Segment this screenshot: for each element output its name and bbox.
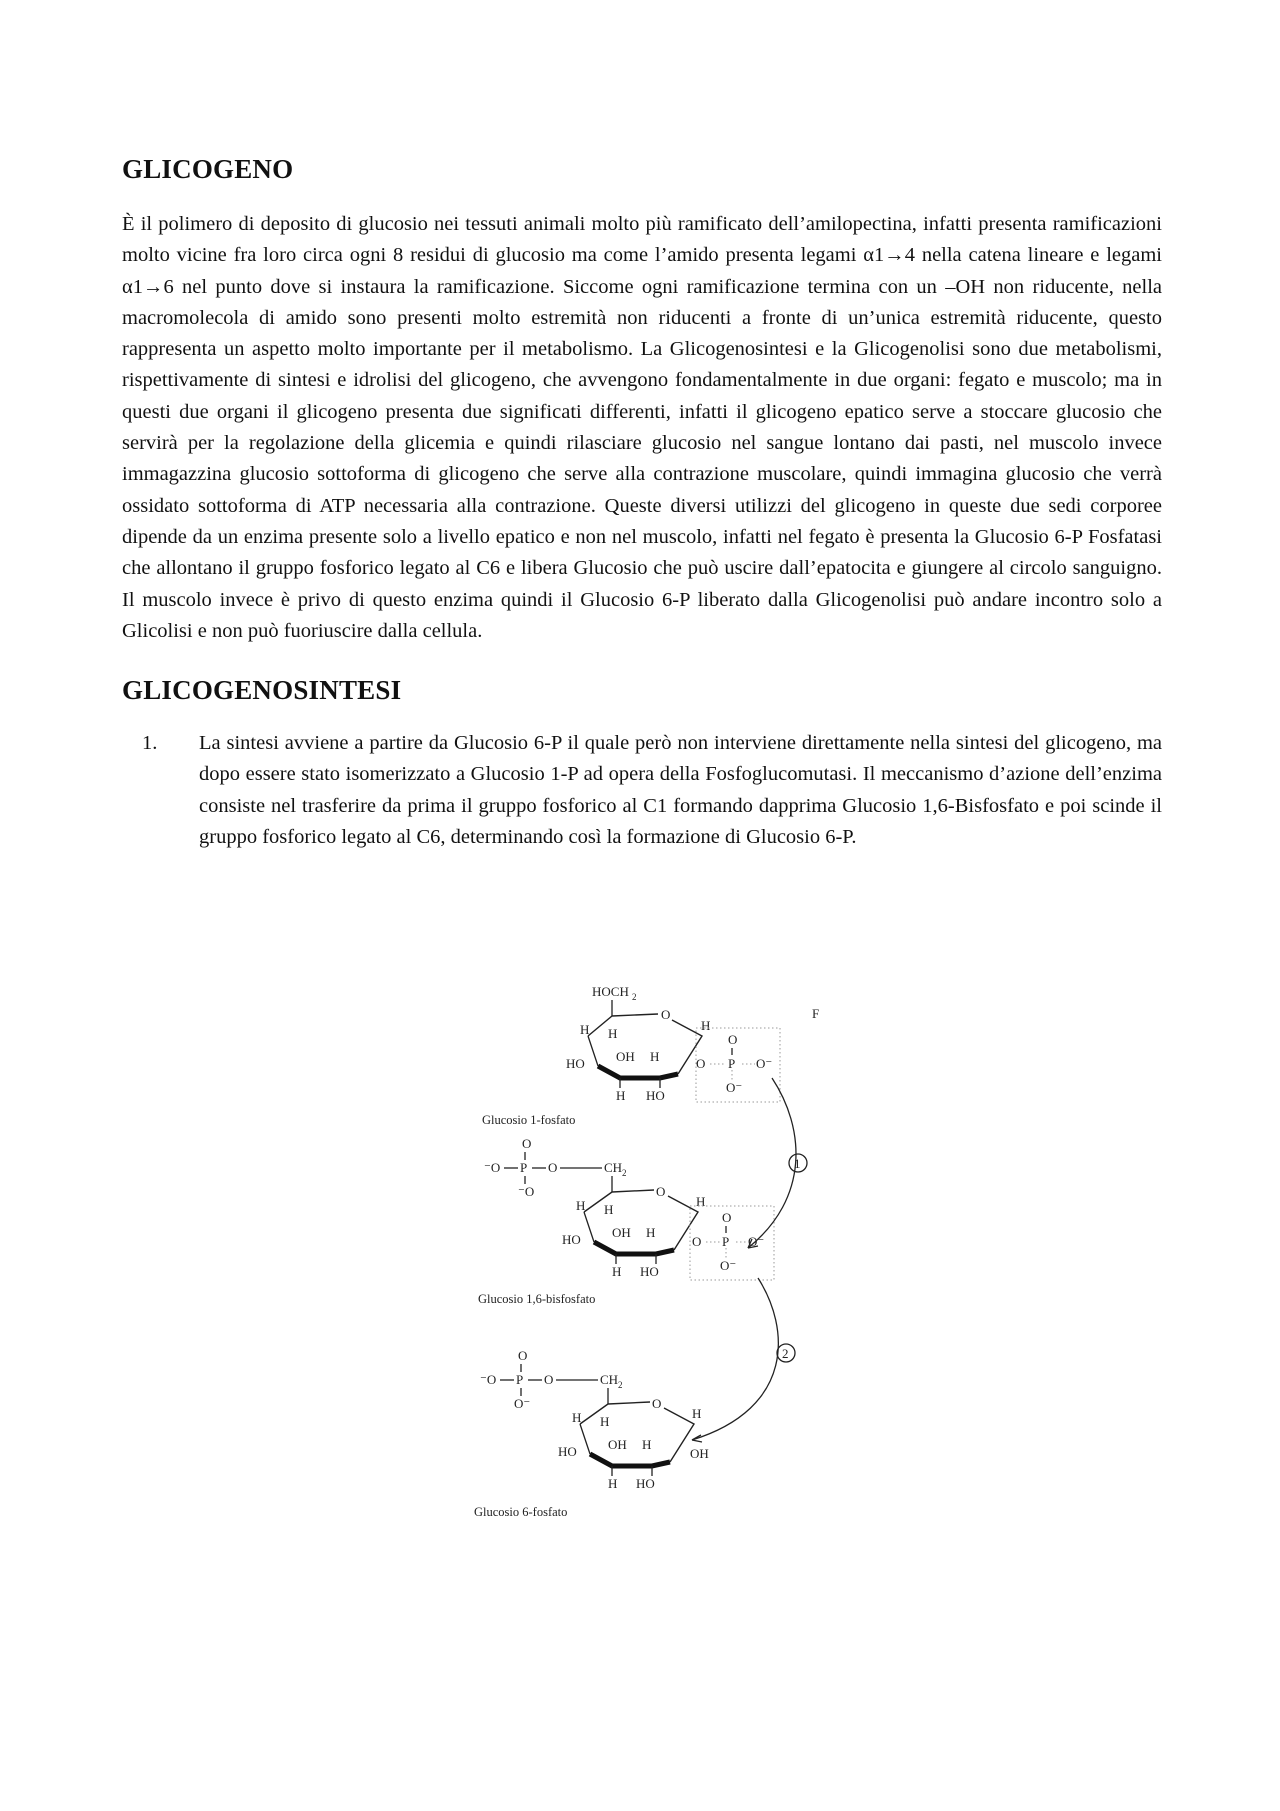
svg-text:HO: HO xyxy=(646,1088,665,1103)
svg-text:⁻O: ⁻O xyxy=(484,1160,501,1175)
svg-text:2: 2 xyxy=(618,1380,623,1390)
svg-text:O: O xyxy=(692,1234,702,1249)
molecule-glucose-1-phosphate xyxy=(482,984,780,1127)
svg-text:H: H xyxy=(692,1406,702,1421)
molecule-glucose-1-6-bisphosphate xyxy=(478,1136,774,1306)
svg-text:CH: CH xyxy=(604,1160,623,1175)
svg-text:⁻O: ⁻O xyxy=(480,1372,497,1387)
svg-text:OH: OH xyxy=(616,1049,635,1064)
svg-text:O: O xyxy=(544,1372,554,1387)
svg-text:P: P xyxy=(728,1056,736,1071)
ring-oxygen: O xyxy=(661,1007,671,1022)
arrow-step-2 xyxy=(692,1278,778,1440)
svg-text:H: H xyxy=(612,1264,622,1279)
svg-text:H: H xyxy=(600,1414,610,1429)
svg-text:CH: CH xyxy=(600,1372,619,1387)
section-title-glicogeno: GLICOGENO xyxy=(122,154,294,184)
svg-text:OH: OH xyxy=(690,1446,709,1461)
corner-letter: F xyxy=(812,1006,820,1021)
svg-text:2: 2 xyxy=(632,992,637,1002)
svg-text:H: H xyxy=(650,1049,660,1064)
svg-text:O: O xyxy=(728,1032,738,1047)
list-item-number: 1. xyxy=(142,732,158,755)
svg-text:2: 2 xyxy=(622,1168,627,1178)
svg-text:O⁻: O⁻ xyxy=(756,1056,773,1071)
svg-text:⁻O: ⁻O xyxy=(518,1184,535,1199)
svg-text:HO: HO xyxy=(562,1232,581,1247)
steps-list xyxy=(122,728,1162,853)
molecule-glucose-6-phosphate xyxy=(474,1348,709,1519)
svg-text:O: O xyxy=(696,1056,706,1071)
svg-text:O⁻: O⁻ xyxy=(720,1258,737,1273)
svg-text:H: H xyxy=(608,1026,618,1041)
caption-glucose-6-phosphate: Glucosio 6-fosfato xyxy=(474,1505,568,1519)
svg-text:H: H xyxy=(616,1088,626,1103)
caption-glucose-1-6-bisphosphate: Glucosio 1,6-bisfosfato xyxy=(478,1292,596,1306)
document-page xyxy=(122,140,1162,853)
svg-text:H: H xyxy=(696,1194,706,1209)
svg-text:H: H xyxy=(701,1018,711,1033)
phosphoglucomutase-figure xyxy=(470,978,840,1578)
svg-text:HO: HO xyxy=(566,1056,585,1071)
svg-text:HO: HO xyxy=(558,1444,577,1459)
section-title-glicogenosintesi: GLICOGENOSINTESI xyxy=(122,675,402,706)
list-item-text: La sintesi avviene a partire da Glucosio 6-P il quale però non interviene direttamente nella sintesi del glicogeno, ma dopo essere stato isomerizzato a Glucosio 1-P ad opera della Fosfoglucomutasi. Il meccanismo d’azione dell’enzima consiste nel trasferire da prima il gruppo fosforico al C1 formando dapprima Glucosio 1,6-Bisfosfato e poi scinde il gruppo fosforico legato al C6, determinando così la formazione di Glucosio 6-P. xyxy=(199,732,1162,849)
svg-text:H: H xyxy=(646,1225,656,1240)
svg-text:P: P xyxy=(722,1234,730,1249)
reaction-diagram xyxy=(470,978,840,1578)
svg-text:O⁻: O⁻ xyxy=(726,1080,743,1095)
paragraph-glicogeno: È il polimero di deposito di glucosio nei tessuti animali molto più ramificato dell’amilopectina, infatti presenta ramificazioni molto vicine fra loro circa ogni 8 residui di glucosio ma come l’amido presenta legami α1→4 nella catena lineare e legami α1→6 nel punto dove si instaura la ramificazione. Siccome ogni ramificazione termina con un –OH non riducente, nella macromolecola di amido sono presenti molto estremità non riducenti a fronte di un’unica estremità riducente, questo rappresenta un aspetto molto importante per il metabolismo. La Glicogenosintesi e la Glicogenolisi sono due metabolismi, rispettivamente di sintesi e idrolisi del glicogeno, che avvengono fondamentalmente in due organi: fegato e muscolo; ma in questi due organi il glicogeno presenta due significati differenti, infatti il glicogeno epatico serve a stoccare glucosio che servirà per la regolazione della glicemia e quindi rilasciare glucosio nel sangue lontano dai pasti, nel muscolo invece immagazzina glucosio sottoforma di glicogeno che serve alla contrazione muscolare, quindi immagina glucosio che verrà ossidato sottoforma di ATP necessaria alla contrazione. Queste diversi utilizzi del glicogeno in queste due sedi corporee dipende da un enzima presente solo a livello epatico e non nel muscolo, infatti nel fegato è presenta la Glucosio 6-P Fosfatasi che allontano il gruppo fosforico legato al C6 e libera Glucosio che può uscire dall’epatocita e giungere al circolo sanguigno. Il muscolo invece è privo di questo enzima quindi il Glucosio 6-P liberato dalla Glicogenolisi può andare incontro solo a Glicolisi e non può fuoriuscire dalla cellula. xyxy=(122,213,1162,642)
svg-text:P: P xyxy=(520,1160,528,1175)
svg-text:H: H xyxy=(572,1410,582,1425)
svg-text:O: O xyxy=(722,1210,732,1225)
svg-text:O⁻: O⁻ xyxy=(514,1396,531,1411)
svg-text:O: O xyxy=(652,1396,662,1411)
svg-text:1: 1 xyxy=(794,1156,801,1171)
svg-text:O: O xyxy=(518,1348,528,1363)
svg-text:HO: HO xyxy=(640,1264,659,1279)
svg-text:2: 2 xyxy=(782,1346,789,1361)
svg-text:O: O xyxy=(522,1136,532,1151)
svg-text:O: O xyxy=(548,1160,558,1175)
svg-text:P: P xyxy=(516,1372,524,1387)
svg-text:H: H xyxy=(608,1476,618,1491)
svg-text:OH: OH xyxy=(612,1225,631,1240)
svg-text:O⁻: O⁻ xyxy=(748,1234,765,1249)
list-item xyxy=(122,728,1162,853)
svg-text:H: H xyxy=(576,1198,586,1213)
svg-text:HOCH: HOCH xyxy=(592,984,629,999)
svg-text:HO: HO xyxy=(636,1476,655,1491)
caption-glucose-1-phosphate: Glucosio 1-fosfato xyxy=(482,1113,576,1127)
svg-text:H: H xyxy=(580,1022,590,1037)
svg-text:H: H xyxy=(642,1437,652,1452)
svg-text:H: H xyxy=(604,1202,614,1217)
svg-text:O: O xyxy=(656,1184,666,1199)
svg-text:OH: OH xyxy=(608,1437,627,1452)
